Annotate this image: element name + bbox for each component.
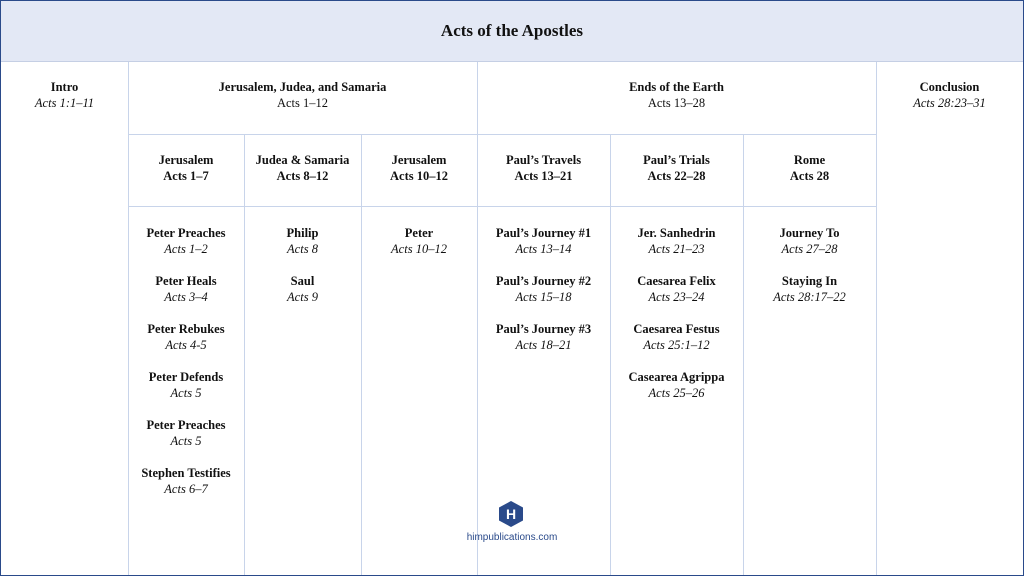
event-name: Casearea Agrippa [628, 370, 725, 384]
subsection-judea-samaria [244, 152, 361, 184]
event-ref: Acts 10–12 [391, 242, 447, 256]
list-item [128, 273, 244, 305]
subsection-ref: Acts 22–28 [647, 169, 706, 183]
event-name: Paul’s Journey #3 [495, 322, 592, 336]
list-item [128, 369, 244, 401]
event-ref: Acts 4-5 [165, 338, 207, 352]
event-name: Saul [290, 274, 315, 288]
event-name: Staying In [781, 274, 838, 288]
subsection-jerusalem [128, 152, 244, 184]
list-item [128, 321, 244, 353]
publisher-logo-icon [497, 500, 525, 528]
subsection-title: Jerusalem [391, 153, 447, 167]
event-name: Peter Preaches [146, 418, 226, 432]
list-item [610, 321, 743, 353]
event-name: Peter Preaches [146, 226, 226, 240]
column-rome-events [743, 225, 876, 321]
event-ref: Acts 25:1–12 [643, 338, 710, 352]
event-ref: Acts 3–4 [164, 290, 208, 304]
event-name: Philip [286, 226, 319, 240]
list-item [244, 225, 361, 257]
subsection-pauls-trials [610, 152, 743, 184]
list-item [477, 225, 610, 257]
section-conclusion [876, 79, 1023, 111]
event-name: Caesarea Festus [633, 322, 720, 336]
event-name: Stephen Testifies [141, 466, 231, 480]
event-name: Caesarea Felix [637, 274, 716, 288]
subsection-title: Jerusalem [158, 153, 214, 167]
divider [361, 134, 362, 575]
list-item [610, 225, 743, 257]
section-ref: Acts 1–12 [276, 96, 329, 110]
list-item [610, 273, 743, 305]
event-ref: Acts 5 [170, 434, 202, 448]
subsection-jerusalem-2 [361, 152, 477, 184]
subsection-title: Rome [793, 153, 826, 167]
section-title: Intro [50, 80, 79, 94]
section-ends-of-the-earth [477, 79, 876, 111]
event-ref: Acts 1–2 [164, 242, 208, 256]
subsection-ref: Acts 8–12 [276, 169, 329, 183]
event-ref: Acts 6–7 [164, 482, 208, 496]
subsection-ref: Acts 28 [789, 169, 830, 183]
event-name: Peter Rebukes [147, 322, 225, 336]
event-ref: Acts 15–18 [515, 290, 572, 304]
section-intro [1, 79, 128, 111]
divider [743, 134, 744, 575]
logo-letter: H [505, 506, 517, 522]
event-name: Paul’s Journey #2 [495, 274, 592, 288]
list-item [743, 225, 876, 257]
list-item [477, 321, 610, 353]
event-ref: Acts 25–26 [648, 386, 705, 400]
list-item [610, 369, 743, 401]
divider [128, 134, 876, 135]
subsection-ref: Acts 1–7 [163, 169, 209, 183]
event-name: Peter Heals [155, 274, 217, 288]
event-ref: Acts 13–14 [515, 242, 572, 256]
subsection-rome [743, 152, 876, 184]
list-item [128, 465, 244, 497]
column-pauls-travels-events [477, 225, 610, 369]
column-judea-samaria-events [244, 225, 361, 321]
column-jerusalem-2-events [361, 225, 477, 273]
list-item [128, 225, 244, 257]
event-ref: Acts 27–28 [781, 242, 838, 256]
section-ref: Acts 28:23–31 [913, 96, 986, 110]
event-name: Peter [404, 226, 434, 240]
divider [128, 206, 876, 207]
column-pauls-trials-events [610, 225, 743, 417]
list-item [244, 273, 361, 305]
event-ref: Acts 18–21 [515, 338, 572, 352]
event-ref: Acts 9 [287, 290, 318, 304]
section-title: Jerusalem, Judea, and Samaria [218, 80, 387, 94]
title-bar [1, 1, 1023, 62]
event-name: Journey To [779, 226, 840, 240]
section-title: Conclusion [919, 80, 980, 94]
section-ref: Acts 1:1–11 [34, 96, 95, 110]
subsection-ref: Acts 10–12 [390, 169, 448, 183]
site-url[interactable]: himpublications.com [466, 532, 558, 543]
event-name: Jer. Sanhedrin [637, 226, 716, 240]
list-item [128, 417, 244, 449]
subsection-pauls-travels [477, 152, 610, 184]
event-name: Peter Defends [148, 370, 224, 384]
event-ref: Acts 23–24 [648, 290, 705, 304]
list-item [743, 273, 876, 305]
event-ref: Acts 28:17–22 [773, 290, 846, 304]
subsection-title: Judea & Samaria [255, 153, 350, 167]
event-ref: Acts 8 [287, 242, 318, 256]
subsection-title: Paul’s Trials [643, 153, 710, 167]
event-ref: Acts 5 [170, 386, 202, 400]
divider [244, 134, 245, 575]
column-jerusalem-events [128, 225, 244, 513]
page-title: Acts of the Apostles [440, 21, 584, 40]
event-name: Paul’s Journey #1 [495, 226, 592, 240]
subsection-ref: Acts 13–21 [514, 169, 573, 183]
section-title: Ends of the Earth [629, 80, 724, 94]
divider [876, 62, 877, 575]
event-ref: Acts 21–23 [648, 242, 705, 256]
section-jerusalem-judea-samaria [128, 79, 477, 111]
section-ref: Acts 13–28 [647, 96, 706, 110]
list-item [477, 273, 610, 305]
list-item [361, 225, 477, 257]
subsection-title: Paul’s Travels [505, 153, 582, 167]
